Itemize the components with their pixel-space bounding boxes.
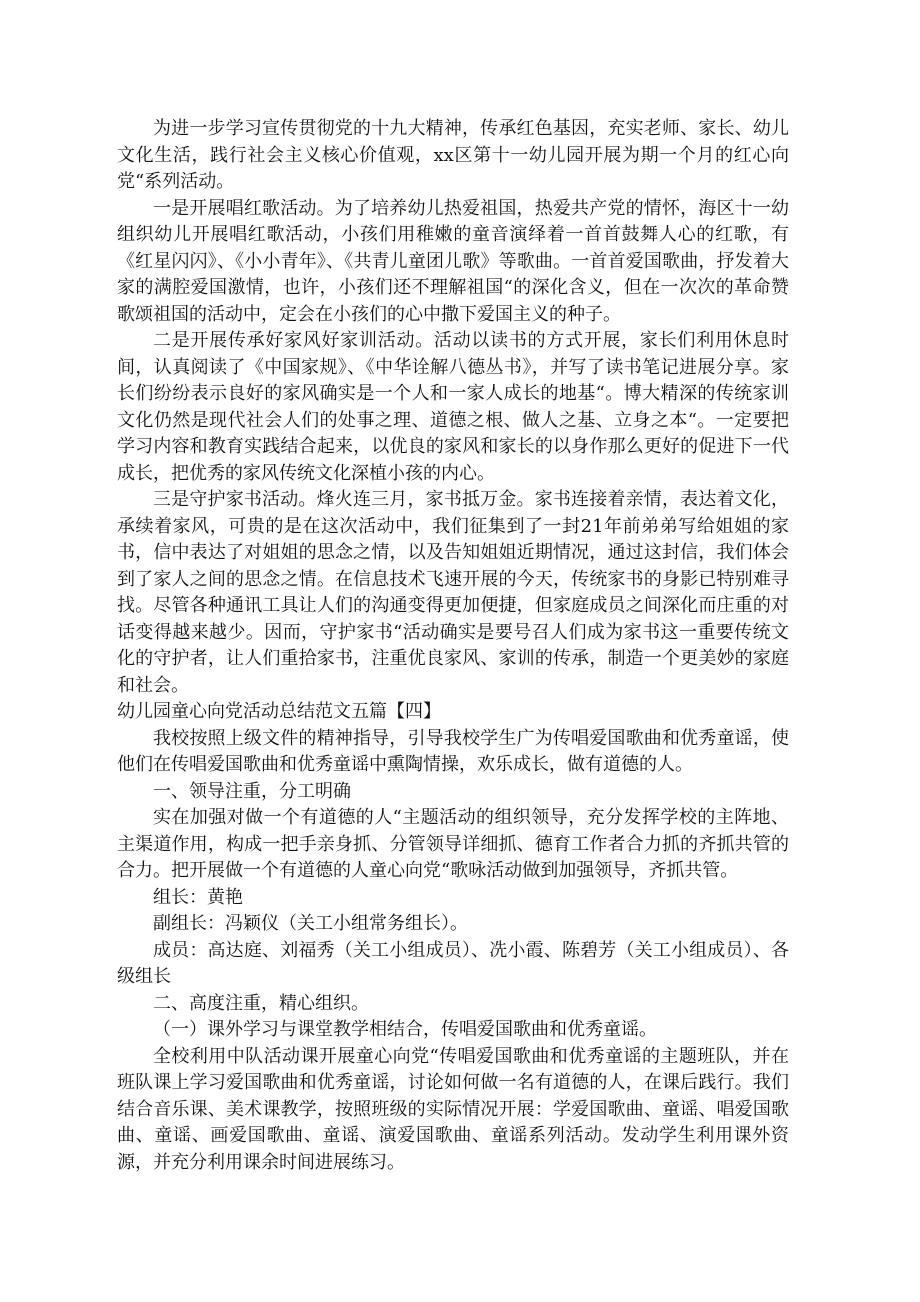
subheading-organization: 二、高度注重，精心组织。 [153,992,369,1014]
intro-paragraph: 为进一步学习宣传贯彻党的十九大精神，传承红色基因，充实老师、家长、幼儿文化生活，践行社会主义核心价值观，xx区第十一幼儿园开展为期一个月的红心向党“系列活动。 [117,118,789,192]
leadership-paragraph: 实在加强对做一个有道德的人“主题活动的组织领导，充分发挥学校的主阵地、主渠道作用，构成一把手亲身抓、分管领导详细抓、德育工作者合力抓的齐抓共管的合力。把开展做一个有道德的人童心向党“歌咏活动做到加强领导，齐抓共管。 [117,807,789,881]
red-song-paragraph: 一是开展唱红歌活动。为了培养幼儿热爱祖国，热爱共产党的情怀，海区十一幼组织幼儿开展唱红歌活动，小孩们用稚嫩的童音演绎着一首首鼓舞人心的红歌，有《红星闪闪》、《小小青年》、《共青儿童团儿歌》等歌曲。一首首爱国歌曲，抒发着大家的满腔爱国激情，也许，小孩们还不理解祖国“的深化含义，但在一次次的革命赞歌颂祖国的活动中，定会在小孩们的心中撒下爱国主义的种子。 [117,197,789,325]
deputy-leader-line: 副组长：冯颖仪（关工小组常务组长）。 [153,913,468,934]
activities-paragraph: 全校利用中队活动课开展童心向党“传唱爱国歌曲和优秀童谣的主题班队，并在班队课上学习爱国歌曲和优秀童谣，讨论如何做一名有道德的人，在课后践行。我们结合音乐课、美术课教学，按照班级的实际情况开展：学爱国歌曲、童谣、唱爱国歌曲、童谣、画爱国歌曲、童谣、演爱国歌曲、童谣系列活动。发动学生利用课外资源，并充分利用课余时间进展练习。 [117,1045,789,1173]
family-tradition-paragraph: 二是开展传承好家风好家训活动。活动以读书的方式开展，家长们利用休息时间，认真阅读了《中国家规》、《中华诠解八德丛书》，并写了读书笔记进展分享。家长们纷纷表示良好的家风确实是一个人和一家人成长的地基“。博大精深的传统家训文化仍然是现代社会人们的处事之理、道德之根、做人之基、立身之本“。一定要把学习内容和教育实践结合起来，以优良的家风和家长的以身作那么更好的促进下一代成长，把优秀的家风传统文化深植小孩的内心。 [117,330,789,484]
school-intro-paragraph: 我校按照上级文件的精神指导，引导我校学生广为传唱爱国歌曲和优秀童谣，使他们在传唱爱国歌曲和优秀童谣中熏陶情操，欢乐成长，做有道德的人。 [117,727,789,775]
document-body [117,116,789,1176]
subheading-leadership: 一、领导注重，分工明确 [153,780,351,802]
team-leader-line: 组长：黄艳 [153,886,243,908]
members-line: 成员：高达庭、刘福秀（关工小组成员）、冼小霞、陈碧芳（关工小组成员）、各级组长 [117,939,789,987]
section-title: 幼儿园童心向党活动总结范文五篇【四】 [117,701,441,722]
subheading-classroom: （一）课外学习与课堂教学相结合，传唱爱国歌曲和优秀童谣。 [153,1019,657,1040]
family-letter-paragraph: 三是守护家书活动。烽火连三月，家书抵万金。家书连接着亲情，表达着文化，承续着家风，可贵的是在这次活动中，我们征集到了一封21年前弟弟写给姐姐的家书，信中表达了对姐姐的思念之情，以及告知姐姐近期情况，通过这封信，我们体会到了家人之间的思念之情。在信息技术飞速开展的今天，传统家书的身影已特别难寻找。尽管各种通讯工具让人们的沟通变得更加便捷，但家庭成员之间深化而庄重的对话变得越来越少。因而，守护家书“活动确实是要号召人们成为家书这一重要传统文化的守护者，让人们重拾家书，注重优良家风、家训的传承，制造一个更美妙的家庭和社会。 [117,489,789,696]
